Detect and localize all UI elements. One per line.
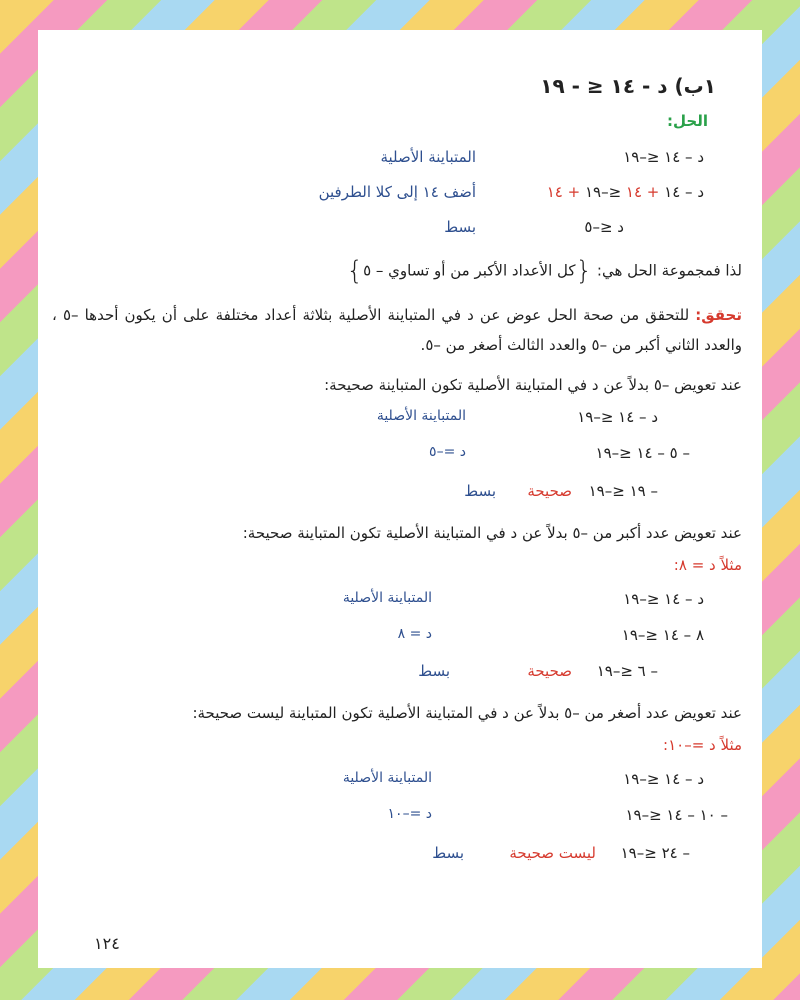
case3-row1-expression: د – ١٤ ≤–١٩ (623, 770, 704, 788)
check-label: تحقق: (695, 306, 742, 324)
problem-title: ١ب) د - ١٤ ≤ - ١٩ (540, 74, 716, 98)
case3-row3-expression: – ٢٤ ≤–١٩ (620, 844, 690, 862)
case3-intro: عند تعويض عدد أصغر من –٥ بدلاً عن د في المتباينة الأصلية تكون المتباينة ليست صحيحة: (192, 704, 742, 722)
solve-row2-added-left: + ١٤ (625, 183, 660, 201)
case2-row1-note: المتباينة الأصلية (342, 590, 432, 606)
check-paragraph (52, 300, 742, 360)
case1-row1-note: المتباينة الأصلية (376, 408, 466, 424)
page (38, 30, 762, 968)
solution-set (347, 256, 742, 286)
case2-row2-expression: ٨ – ١٤ ≤–١٩ (621, 626, 704, 644)
brace-open: { (575, 256, 593, 286)
case2-row2-note: د = ٨ (397, 626, 432, 642)
solve-row2-part-a: د – ١٤ (659, 183, 704, 201)
solution-set-content: كل الأعداد الأكبر من أو تساوي – ٥ (363, 261, 576, 280)
case1-row1-expression: د – ١٤ ≤–١٩ (577, 408, 658, 426)
case2-row3-result: صحيحة (527, 662, 572, 680)
case3-row3-result: ليست صحيحة (509, 844, 596, 862)
solve-row2-note: أضف ١٤ إلى كلا الطرفين (318, 183, 476, 201)
case2-intro: عند تعويض عدد أكبر من –٥ بدلاً عن د في المتباينة الأصلية تكون المتباينة صحيحة: (242, 524, 742, 542)
case2-row3-expression: – ٦ ≤–١٩ (596, 662, 658, 680)
case1-row3-note: بسط (464, 482, 496, 500)
brace-close: } (346, 256, 364, 286)
case3-row2-expression: – ١٠ – ١٤ ≤–١٩ (625, 806, 728, 824)
case1-row2-note: د =–٥ (429, 444, 466, 460)
solve-row3-expression: د ≤–٥ (584, 218, 624, 236)
case3-row3-note: بسط (432, 844, 464, 862)
solve-row3-note: بسط (444, 218, 476, 236)
solve-row2-expression (547, 183, 704, 201)
case2-example: مثلاً د = ٨: (673, 556, 742, 574)
case3-row2-note: د =–١٠ (387, 806, 432, 822)
case1-row3-expression: – ١٩ ≤–١٩ (588, 482, 658, 500)
solve-row1-note: المتباينة الأصلية (380, 148, 476, 166)
solve-row1-expression: د – ١٤ ≤–١٩ (623, 148, 704, 166)
case1-row2-expression: – ٥ – ١٤ ≤–١٩ (595, 444, 690, 462)
case1-intro: عند تعويض –٥ بدلاً عن د في المتباينة الأصلية تكون المتباينة صحيحة: (324, 376, 742, 394)
solution-label: الحل: (667, 112, 708, 130)
case3-example: مثلاً د =–١٠: (663, 736, 742, 754)
solve-row2-part-c: ≤–١٩ (580, 183, 626, 201)
page-number: ١٢٤ (94, 934, 120, 953)
case3-row1-note: المتباينة الأصلية (342, 770, 432, 786)
solve-row2-added-right: + ١٤ (546, 183, 581, 201)
case1-row3-result: صحيحة (527, 482, 572, 500)
case2-row3-note: بسط (418, 662, 450, 680)
case2-row1-expression: د – ١٤ ≤–١٩ (623, 590, 704, 608)
solution-set-intro: لذا فمجموعة الحل هي: (596, 261, 742, 280)
check-text: للتحقق من صحة الحل عوض عن د في المتباينة الأصلية بثلاثة أعداد مختلفة على أن يكون أحدها –٥ ، والعدد الثاني أكبر من –٥ والعدد الثالث أصغر من –٥. (52, 306, 742, 354)
